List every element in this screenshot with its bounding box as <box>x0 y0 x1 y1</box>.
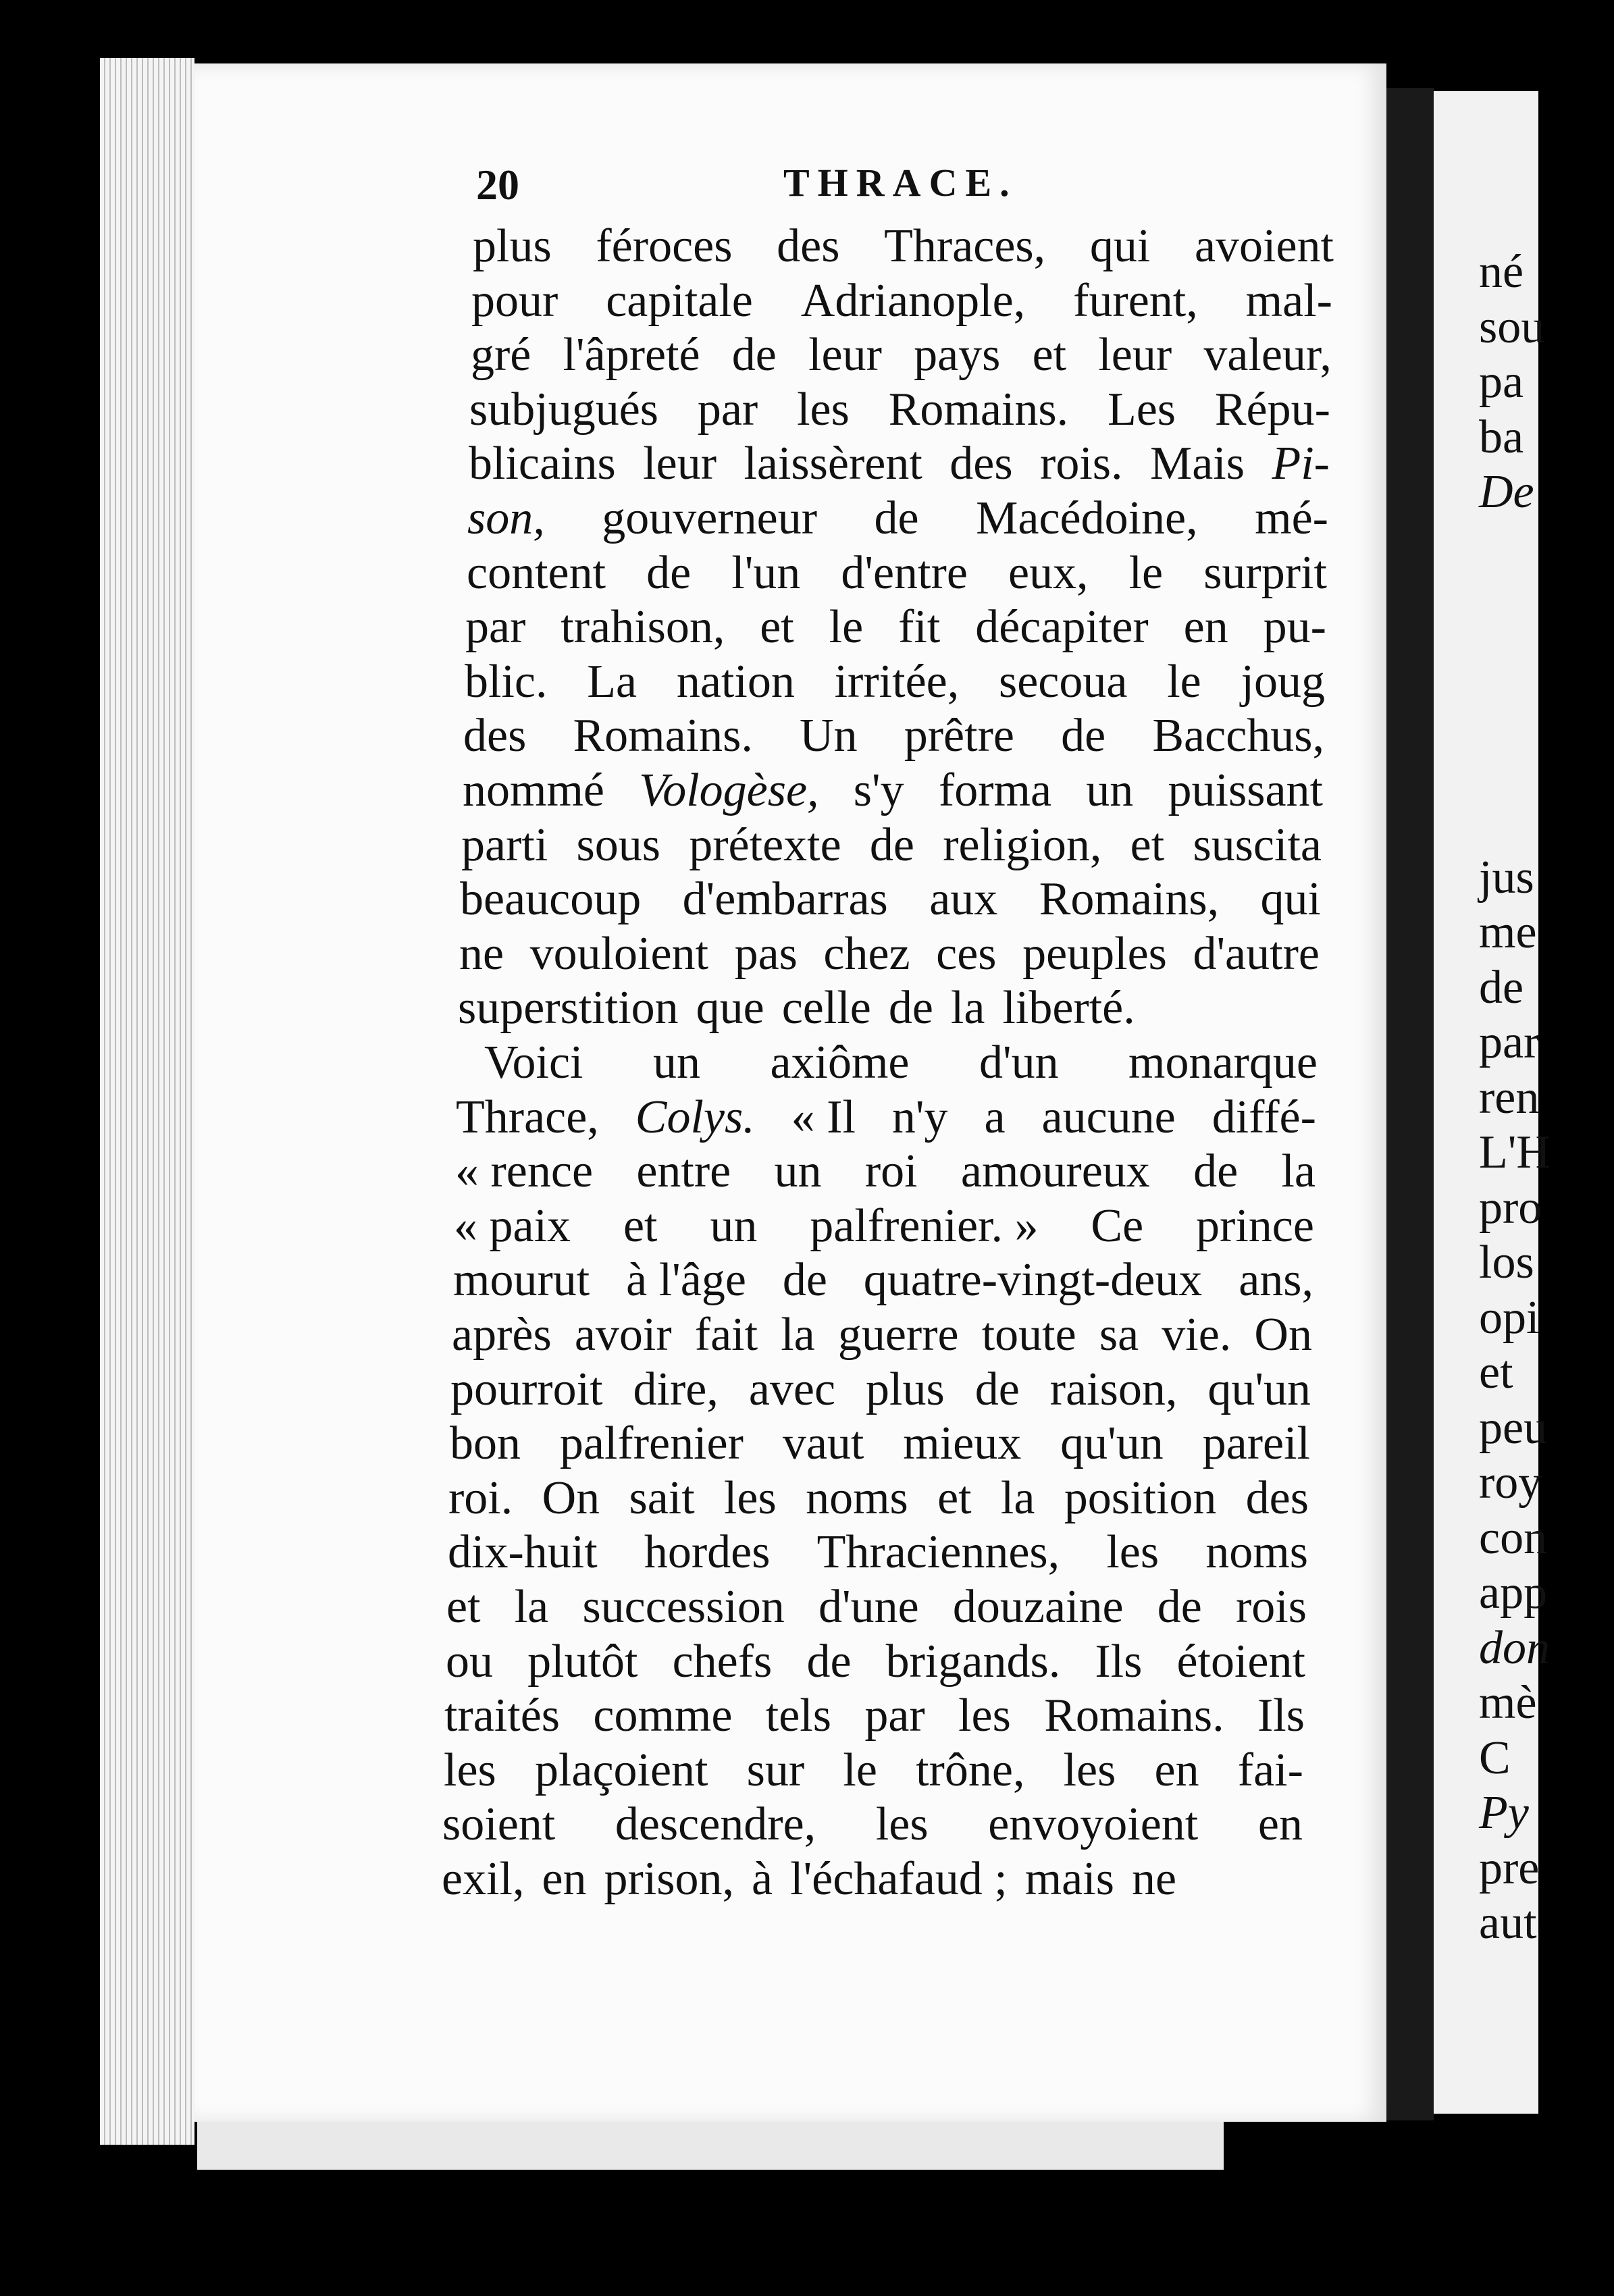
word: bon <box>450 1417 521 1469</box>
word: de <box>1193 1145 1239 1197</box>
text-line <box>461 818 1322 872</box>
word: leur <box>643 438 717 490</box>
word: monarque <box>1128 1037 1318 1089</box>
word: par <box>864 1690 925 1742</box>
facing-line-fragment: pre <box>1479 1842 1540 1894</box>
word: axiôme <box>770 1037 910 1089</box>
word: à <box>752 1853 773 1905</box>
word: de <box>646 547 692 599</box>
page-edge-stack <box>100 58 194 2145</box>
word: rois <box>1236 1581 1307 1633</box>
word: et <box>1130 819 1165 871</box>
word: sait <box>629 1472 695 1524</box>
word: La <box>587 656 637 708</box>
word: douzaine <box>952 1581 1124 1633</box>
facing-line-fragment: de <box>1479 962 1524 1014</box>
word: position <box>1064 1472 1217 1524</box>
word: qui <box>1260 873 1321 925</box>
word: des <box>777 220 840 272</box>
text-line <box>442 1798 1303 1852</box>
word: peuples <box>1022 928 1167 980</box>
facing-line-fragment: app <box>1479 1567 1548 1619</box>
word: tels <box>765 1690 831 1742</box>
page-number: 20 <box>476 161 519 209</box>
facing-line-fragment: né <box>1479 246 1524 298</box>
word: blic. <box>465 656 548 708</box>
text-line <box>460 872 1321 927</box>
word: de <box>869 819 914 871</box>
word: s'y <box>853 764 904 816</box>
word: les <box>444 1744 496 1796</box>
text-line <box>448 1525 1308 1580</box>
word: leur <box>808 329 882 381</box>
word: étoient <box>1176 1636 1305 1688</box>
facing-line-fragment: aut <box>1479 1897 1537 1949</box>
word: pu- <box>1263 601 1326 653</box>
word: en <box>1154 1744 1199 1796</box>
word: fait <box>694 1309 758 1361</box>
word: pour <box>471 275 558 327</box>
word: traités <box>444 1690 561 1742</box>
word: féroces <box>596 220 733 272</box>
text-line <box>446 1635 1305 1689</box>
word: et <box>937 1472 972 1524</box>
word: d'entre <box>841 547 968 599</box>
word: Ce <box>1091 1200 1144 1252</box>
word: mieux <box>903 1417 1022 1469</box>
word: avoient <box>1194 220 1334 272</box>
word: et <box>1032 329 1067 381</box>
word: plaçoient <box>534 1744 708 1796</box>
facing-line-fragment: et <box>1479 1347 1513 1399</box>
word: toute <box>981 1309 1076 1361</box>
word: liberté. <box>1002 982 1135 1034</box>
word: irritée, <box>834 656 960 708</box>
word: succession <box>582 1581 785 1633</box>
word: un <box>1086 764 1134 816</box>
word: Les <box>1107 384 1176 436</box>
word: d'autre <box>1193 928 1320 980</box>
word: ne <box>1131 1853 1177 1905</box>
word: eux, <box>1008 547 1089 599</box>
word: fai- <box>1237 1744 1303 1796</box>
word: d'un <box>979 1037 1059 1089</box>
word: Romains. <box>573 710 753 762</box>
word: mal- <box>1245 275 1332 327</box>
word: aux <box>929 873 998 925</box>
word: vie. <box>1162 1309 1232 1361</box>
word: de <box>874 492 919 544</box>
word: gouverneur <box>602 492 818 544</box>
word: Romains. <box>1044 1690 1224 1742</box>
word: superstition <box>458 982 679 1034</box>
word: plus <box>473 220 552 272</box>
facing-line-fragment: opi <box>1479 1292 1540 1344</box>
word: roi. <box>448 1472 513 1524</box>
word: l'un <box>731 547 801 599</box>
word: prêtre <box>904 710 1014 762</box>
word: ans, <box>1239 1254 1313 1306</box>
word: par <box>465 601 526 653</box>
word: l'échafaud ; <box>790 1853 1008 1905</box>
word: « paix <box>454 1200 571 1252</box>
word: nommé <box>463 764 604 816</box>
word: envoyoient <box>988 1798 1199 1850</box>
word: les <box>1106 1526 1160 1578</box>
word: brigands. <box>885 1636 1061 1688</box>
facing-line-fragment: De <box>1479 466 1534 518</box>
word: Un <box>800 710 858 762</box>
text-line <box>444 1744 1303 1798</box>
word: chefs <box>672 1636 773 1688</box>
word: vouloient <box>529 928 709 980</box>
word: Vologèse, <box>639 764 819 816</box>
word: la <box>781 1309 815 1361</box>
facing-line-fragment: L'H <box>1479 1126 1551 1178</box>
word: qu'un <box>1207 1363 1311 1415</box>
word: pays <box>914 329 1001 381</box>
word: de <box>731 329 777 381</box>
text-line <box>444 1689 1305 1743</box>
word: de <box>1061 710 1106 762</box>
word: la <box>1000 1472 1035 1524</box>
word: Ils <box>1257 1690 1305 1742</box>
word: d'une <box>818 1581 919 1633</box>
text-line <box>467 546 1327 600</box>
facing-line-fragment: sou <box>1479 301 1545 353</box>
word: avec <box>748 1363 836 1415</box>
text-line <box>465 600 1326 654</box>
text-line <box>471 328 1332 382</box>
word: les <box>875 1798 929 1850</box>
word: capitale <box>606 275 753 327</box>
word: prince <box>1196 1200 1314 1252</box>
word: Thraces, <box>884 220 1046 272</box>
text-line <box>450 1417 1310 1471</box>
word: par <box>697 384 758 436</box>
text-line <box>448 1471 1309 1525</box>
word: quatre-vingt-deux <box>863 1254 1203 1306</box>
text-line <box>463 709 1324 763</box>
word: roi <box>864 1145 918 1197</box>
text-line <box>450 1363 1311 1417</box>
word: valeur, <box>1203 329 1332 381</box>
word: blicains <box>469 438 616 490</box>
word: et <box>760 601 794 653</box>
word: Thrace, <box>456 1091 599 1143</box>
word: laissèrent <box>744 438 922 490</box>
word: le <box>829 601 864 653</box>
word: Bacchus, <box>1152 710 1324 762</box>
word: chez <box>823 928 910 980</box>
word: mais <box>1024 1853 1114 1905</box>
text-line <box>473 219 1334 273</box>
word: pareil <box>1202 1417 1310 1469</box>
word: plutôt <box>527 1636 638 1688</box>
word: à l'âge <box>626 1254 746 1306</box>
word: Mais <box>1150 438 1245 490</box>
word: Voici <box>484 1037 583 1089</box>
word: palfrenier <box>559 1417 744 1469</box>
word: hordes <box>644 1526 771 1578</box>
word: les <box>1063 1744 1116 1796</box>
text-line <box>484 1036 1318 1090</box>
word: les <box>723 1472 777 1524</box>
text-line <box>452 1308 1312 1362</box>
word: Pi- <box>1272 438 1330 490</box>
word: en <box>542 1853 587 1905</box>
text-line <box>454 1199 1314 1253</box>
word: puissant <box>1168 764 1323 816</box>
word: trône, <box>916 1744 1025 1796</box>
word: plus <box>866 1363 945 1415</box>
text-line <box>442 1852 1301 1906</box>
word: après <box>452 1309 552 1361</box>
word: en <box>1257 1798 1303 1850</box>
word: Romains. <box>888 384 1069 436</box>
word: des <box>1245 1472 1309 1524</box>
word: les <box>797 384 850 436</box>
word: le <box>1167 656 1201 708</box>
facing-line-fragment: con <box>1479 1512 1548 1564</box>
word: comme <box>593 1690 733 1742</box>
word: le <box>1128 547 1164 599</box>
word: Ils <box>1095 1636 1143 1688</box>
text-line <box>455 1145 1316 1199</box>
text-line <box>463 764 1323 818</box>
text-line <box>471 274 1332 328</box>
word: ou <box>446 1636 493 1688</box>
word: un <box>710 1200 758 1252</box>
word: que <box>696 982 764 1034</box>
word: la <box>514 1581 549 1633</box>
word: aucune <box>1041 1091 1176 1143</box>
word: a <box>984 1091 1006 1143</box>
word: Macédoine, <box>976 492 1198 544</box>
word: celle <box>781 982 871 1034</box>
word: de <box>1157 1581 1202 1633</box>
word: On <box>1254 1309 1312 1361</box>
word: amoureux <box>960 1145 1150 1197</box>
word: vaut <box>782 1417 864 1469</box>
facing-line-fragment: ba <box>1479 411 1524 463</box>
word: son, <box>467 492 545 544</box>
facing-line-fragment: me <box>1479 906 1537 958</box>
word: les <box>958 1690 1011 1742</box>
word: religion, <box>943 819 1102 871</box>
word: n'y <box>891 1091 948 1143</box>
word: suscita <box>1193 819 1322 871</box>
word: de <box>974 1363 1020 1415</box>
word: secoua <box>999 656 1128 708</box>
word: prétexte <box>689 819 841 871</box>
word: beaucoup <box>460 873 642 925</box>
word: et <box>446 1581 481 1633</box>
facing-line-fragment: los <box>1479 1236 1534 1288</box>
facing-line-fragment: C <box>1479 1732 1511 1784</box>
text-line <box>458 981 1319 1035</box>
word: décapiter <box>975 601 1149 653</box>
word: sur <box>746 1744 805 1796</box>
running-title: THRACE. <box>783 161 1018 205</box>
word: Colys. <box>635 1091 755 1143</box>
word: trahison, <box>561 601 725 653</box>
text-line <box>469 437 1330 491</box>
word: « rence <box>455 1145 594 1197</box>
word: surprit <box>1203 547 1327 599</box>
word: dire, <box>633 1363 719 1415</box>
word: pas <box>734 928 798 980</box>
word: de <box>782 1254 827 1306</box>
word: et <box>623 1200 658 1252</box>
word: d'embarras <box>682 873 888 925</box>
facing-line-fragment: mè <box>1479 1677 1537 1729</box>
facing-line-fragment: ren <box>1479 1072 1540 1124</box>
word: « Il <box>791 1091 856 1143</box>
word: noms <box>806 1472 908 1524</box>
word: l'âpreté <box>563 329 700 381</box>
word: mé- <box>1255 492 1328 544</box>
word: entre <box>636 1145 731 1197</box>
word: parti <box>461 819 548 871</box>
text-line <box>465 655 1325 709</box>
text-line <box>469 383 1330 437</box>
word: palfrenier. » <box>810 1200 1039 1252</box>
word: noms <box>1205 1526 1308 1578</box>
word: nation <box>676 656 795 708</box>
word: la <box>950 982 985 1034</box>
facing-line-fragment: jus <box>1479 852 1534 904</box>
word: leur <box>1098 329 1172 381</box>
word: sa <box>1099 1309 1139 1361</box>
word: des <box>463 710 527 762</box>
word: ne <box>459 928 504 980</box>
word: un <box>652 1037 700 1089</box>
word: soient <box>442 1798 556 1850</box>
bottom-paper-strip <box>197 2117 1224 2170</box>
word: forma <box>938 764 1052 816</box>
text-line <box>446 1580 1307 1634</box>
word: de <box>888 982 933 1034</box>
text-line <box>467 492 1328 546</box>
word: Adrianople, <box>800 275 1026 327</box>
word: gré <box>471 329 531 381</box>
word: fit <box>898 601 941 653</box>
facing-line-fragment: par <box>1479 1016 1540 1068</box>
word: joug <box>1241 656 1325 708</box>
word: Romains, <box>1039 873 1220 925</box>
text-line <box>453 1253 1313 1307</box>
word: qui <box>1089 220 1151 272</box>
word: pourroit <box>450 1363 603 1415</box>
word: Thraciennes, <box>816 1526 1060 1578</box>
word: guerre <box>837 1309 959 1361</box>
facing-line-fragment: don <box>1479 1622 1550 1674</box>
word: exil, <box>442 1853 525 1905</box>
word: sous <box>576 819 660 871</box>
word: dix-huit <box>448 1526 598 1578</box>
word: subjugués <box>469 384 658 436</box>
facing-line-fragment: Py <box>1479 1787 1529 1839</box>
text-line <box>456 1091 1316 1145</box>
word: mourut <box>453 1254 590 1306</box>
word: On <box>542 1472 600 1524</box>
word: un <box>774 1145 822 1197</box>
word: qu'un <box>1060 1417 1164 1469</box>
word: Répu- <box>1214 384 1330 436</box>
word: avoir <box>574 1309 672 1361</box>
word: furent, <box>1073 275 1198 327</box>
facing-line-fragment: peu <box>1479 1402 1548 1454</box>
facing-line-fragment: roy <box>1479 1457 1542 1509</box>
word: des <box>949 438 1013 490</box>
word: descendre, <box>615 1798 816 1850</box>
word: rois. <box>1040 438 1123 490</box>
text-line <box>459 927 1320 981</box>
word: le <box>843 1744 877 1796</box>
facing-line-fragment: pro <box>1479 1182 1542 1234</box>
word: raison, <box>1049 1363 1178 1415</box>
word: la <box>1281 1145 1316 1197</box>
word: prison, <box>604 1853 735 1905</box>
facing-line-fragment: pa <box>1479 356 1524 408</box>
word: ces <box>936 928 997 980</box>
word: diffé- <box>1212 1091 1316 1143</box>
book-gutter <box>1386 88 1434 2120</box>
word: en <box>1183 601 1228 653</box>
word: content <box>467 547 606 599</box>
word: de <box>806 1636 852 1688</box>
